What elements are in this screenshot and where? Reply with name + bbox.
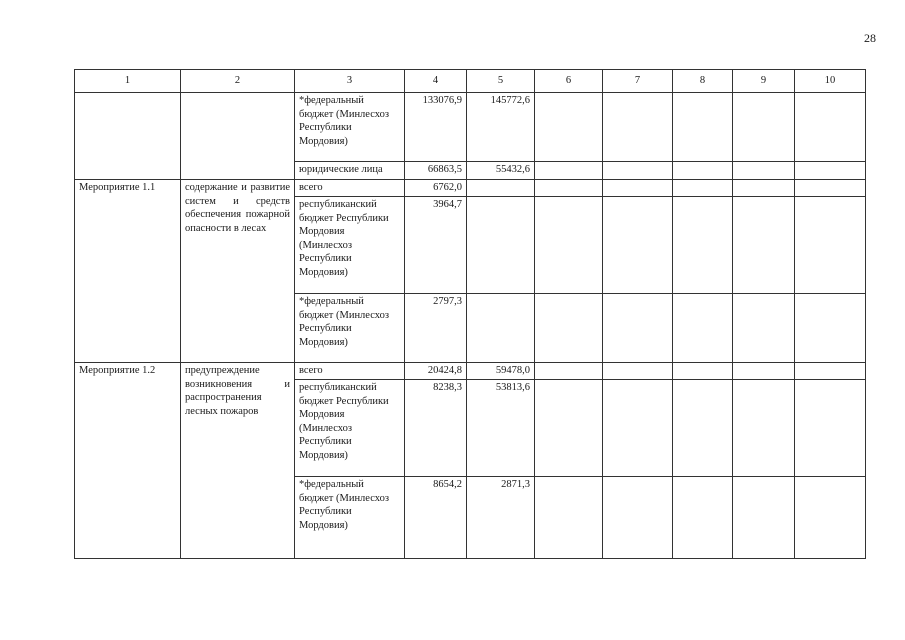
funding-source: *федеральный бюджет (Минлесхоз Республики Мордовия): [295, 477, 405, 559]
value-col5: 145772,6: [467, 93, 535, 162]
measure-name: Мероприятие 1.1: [75, 180, 181, 363]
value-col4: 66863,5: [405, 162, 467, 180]
value-col5: [467, 180, 535, 197]
measure-name-cell: [75, 93, 181, 180]
column-header: 1: [75, 70, 181, 93]
measure-description: предупреждение возникновения и распространения лесных пожаров: [181, 363, 295, 559]
page-number: 28: [864, 31, 876, 45]
measure-description: содержание и развитие систем и средств обеспечения пожарной опасности в лесах: [181, 180, 295, 363]
value-col4: 6762,0: [405, 180, 467, 197]
value-col5: 55432,6: [467, 162, 535, 180]
value-col5: 59478,0: [467, 363, 535, 380]
value-col4: 8654,2: [405, 477, 467, 559]
value-col4: 2797,3: [405, 294, 467, 363]
value-col5: [467, 294, 535, 363]
measure-description-cell: [181, 93, 295, 180]
column-header: 3: [295, 70, 405, 93]
column-header: 5: [467, 70, 535, 93]
funding-source: всего: [295, 363, 405, 380]
measure-name: Мероприятие 1.2: [75, 363, 181, 559]
value-col5: 53813,6: [467, 380, 535, 477]
table-row: [75, 363, 866, 380]
table-row: [75, 180, 866, 197]
funding-source: *федеральный бюджет (Минлесхоз Республики Мордовия): [295, 294, 405, 363]
table-row: [75, 93, 866, 162]
value-col5: [467, 197, 535, 294]
funding-source: *федеральный бюджет (Минлесхоз Республики Мордовия): [295, 93, 405, 162]
column-header: 8: [673, 70, 733, 93]
budget-table: [74, 69, 866, 559]
value-col5: 2871,3: [467, 477, 535, 559]
column-header: 2: [181, 70, 295, 93]
funding-source: юридические лица: [295, 162, 405, 180]
column-header: 9: [733, 70, 795, 93]
column-header: 10: [795, 70, 866, 93]
value-col4: 3964,7: [405, 197, 467, 294]
funding-source: республиканский бюджет Республики Мордовия (Минлесхоз Республики Мордовия): [295, 197, 405, 294]
column-header-row: [75, 70, 866, 93]
column-header: 6: [535, 70, 603, 93]
value-col4: 133076,9: [405, 93, 467, 162]
funding-source: республиканский бюджет Республики Мордовия (Минлесхоз Республики Мордовия): [295, 380, 405, 477]
funding-source: всего: [295, 180, 405, 197]
column-header: 4: [405, 70, 467, 93]
value-col4: 8238,3: [405, 380, 467, 477]
column-header: 7: [603, 70, 673, 93]
value-col4: 20424,8: [405, 363, 467, 380]
